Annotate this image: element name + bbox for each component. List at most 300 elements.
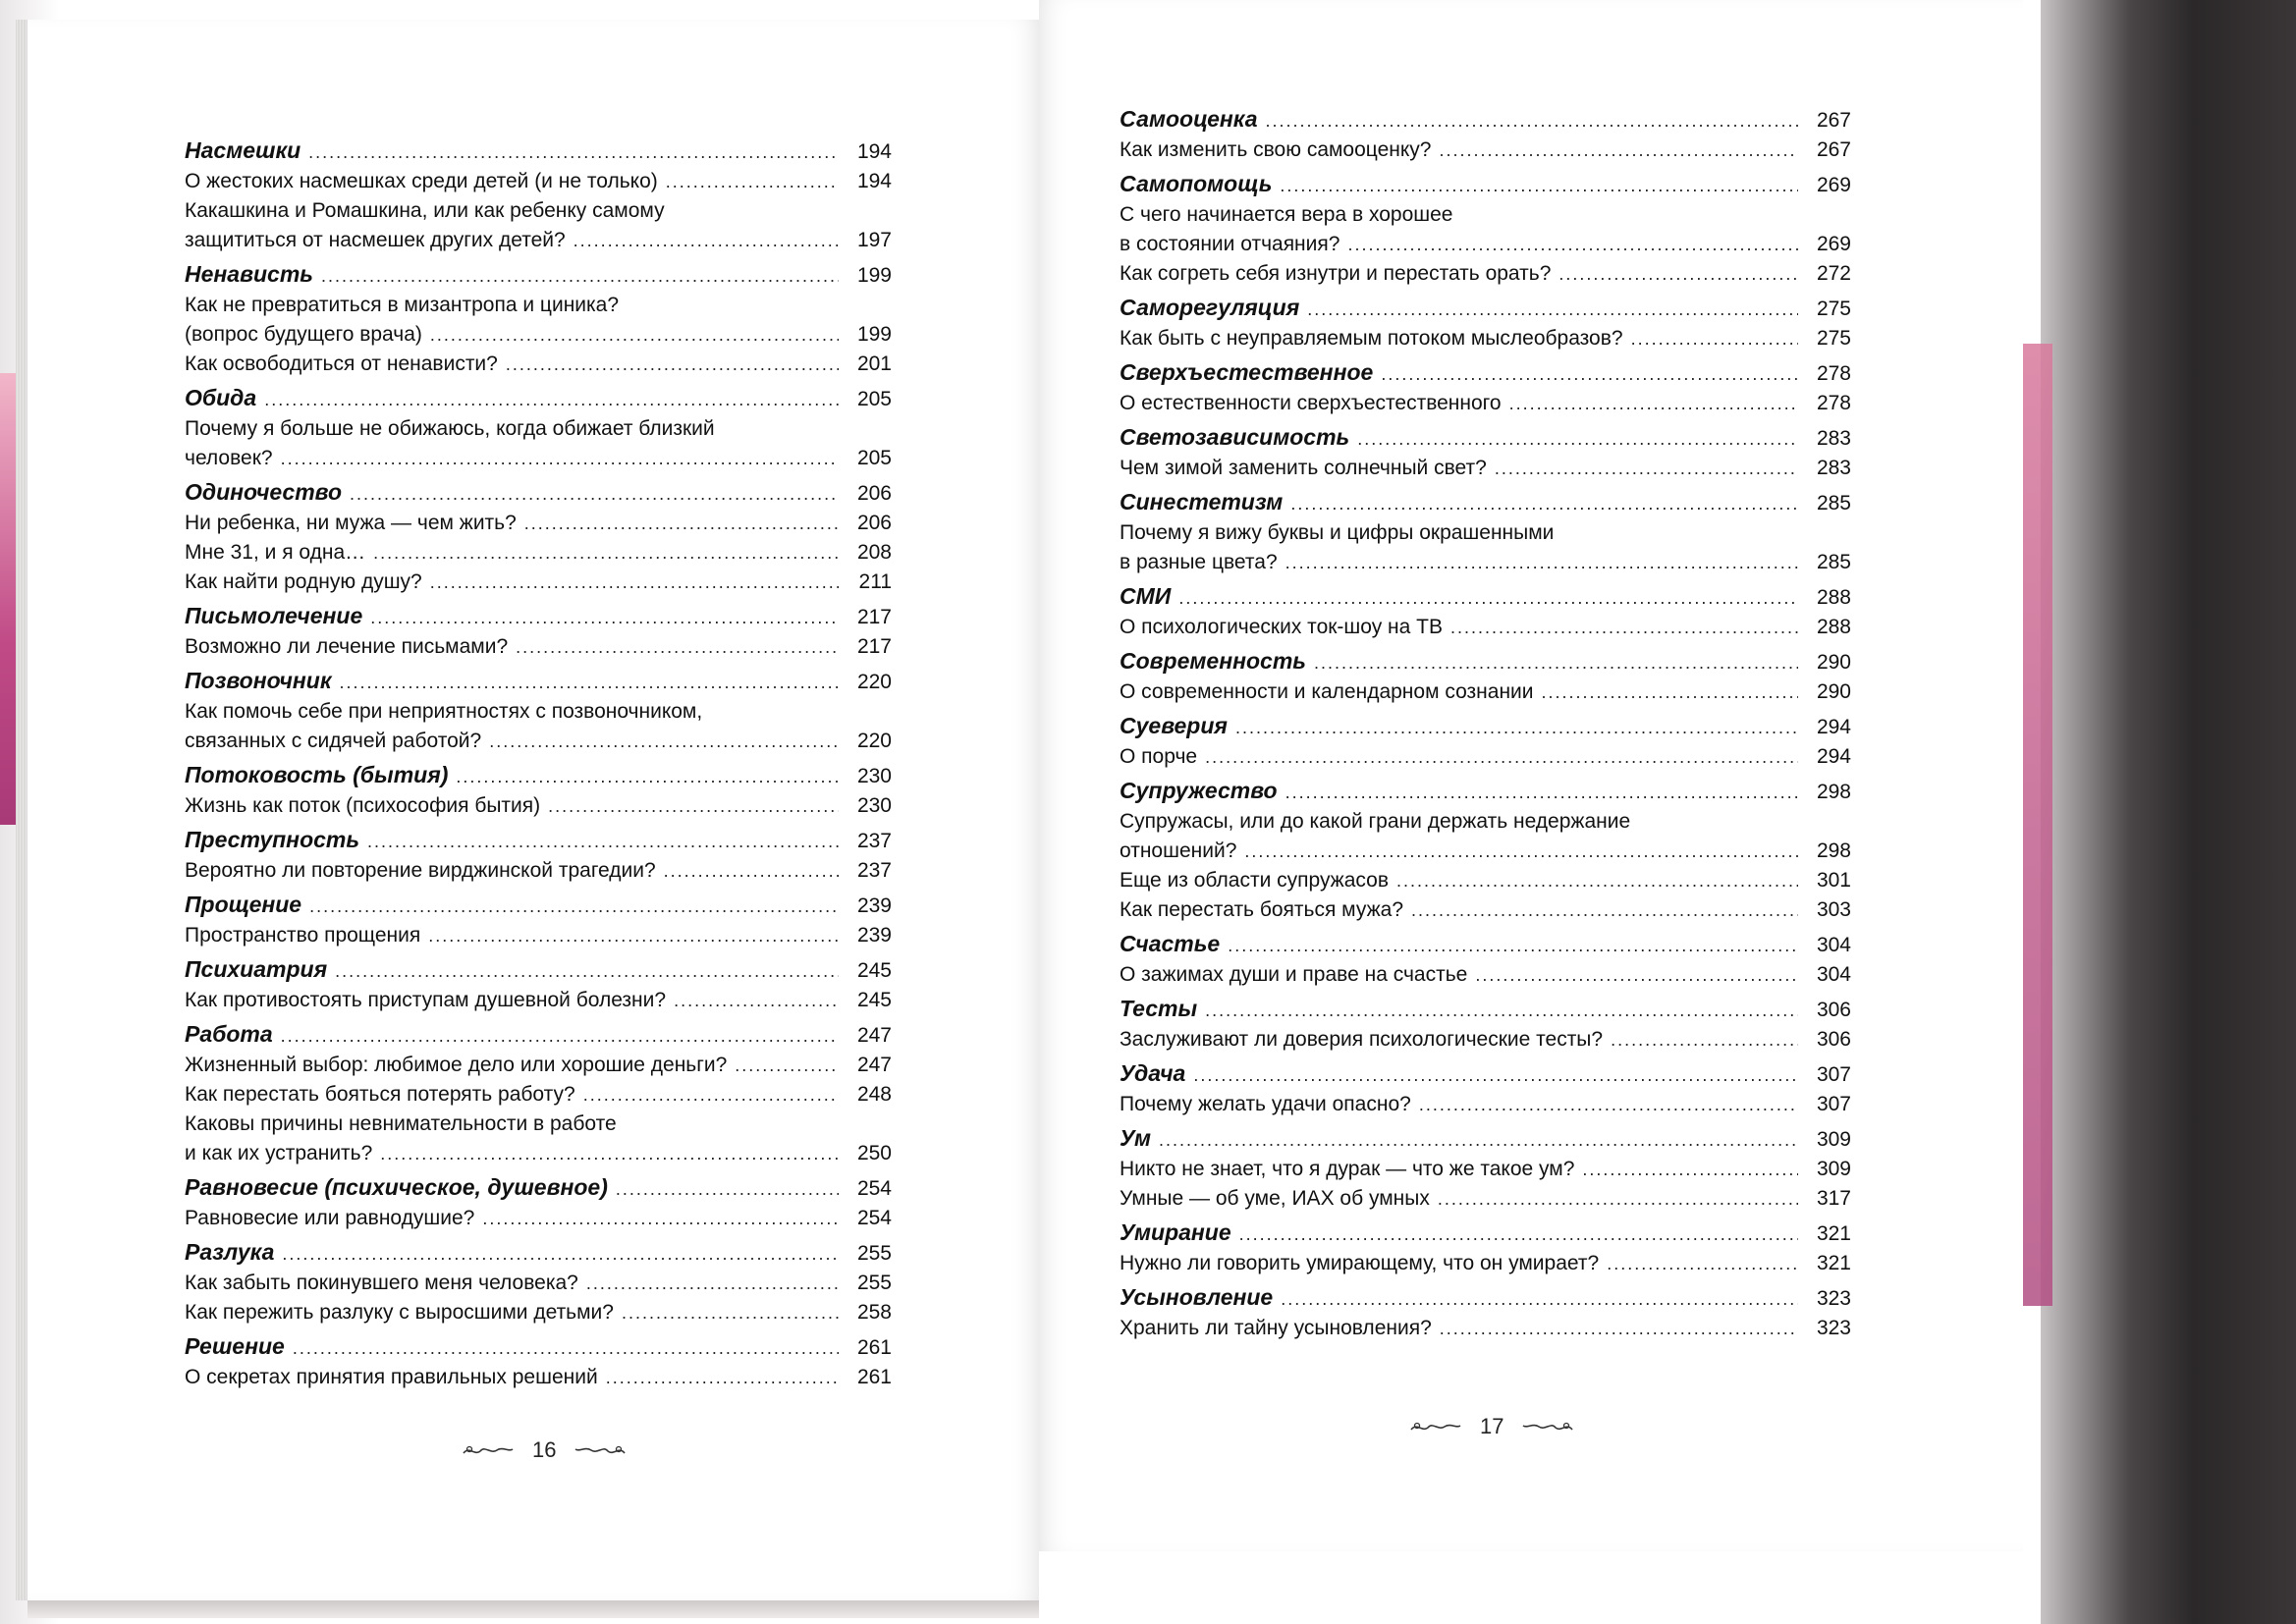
toc-entry xyxy=(185,1080,892,1110)
leader-dots xyxy=(1307,295,1798,324)
toc-entry-page: 208 xyxy=(856,541,892,564)
toc-section-heading xyxy=(185,383,892,414)
toc-section-heading xyxy=(185,135,892,167)
toc-entry-page: 298 xyxy=(1816,839,1851,862)
leader-dots xyxy=(1159,1125,1798,1155)
toc-entry-title: Умные — об уме, ИАХ об умных xyxy=(1120,1187,1430,1210)
toc-entry xyxy=(185,196,892,255)
toc-entry-page: 309 xyxy=(1816,1158,1851,1180)
leader-dots xyxy=(489,727,839,756)
toc-entry-page: 306 xyxy=(1816,999,1851,1021)
toc-entry xyxy=(185,1363,892,1392)
toc-entry-page: 283 xyxy=(1816,457,1851,479)
toc-entry-title: Заслуживают ли доверия психологические тесты? xyxy=(1120,1028,1604,1051)
toc-section-heading xyxy=(1120,711,1851,742)
toc-left-column xyxy=(185,132,892,1392)
toc-entry xyxy=(185,509,892,538)
toc-entry-page: 247 xyxy=(856,1024,892,1047)
toc-entry-title: О секретах принятия правильных решений xyxy=(185,1366,598,1388)
leader-dots xyxy=(370,603,839,632)
section-title: Синестетизм xyxy=(1120,489,1284,514)
toc-right-column xyxy=(1120,100,1851,1343)
toc-entry-page: 304 xyxy=(1816,934,1851,956)
toc-entry-title: Возможно ли лечение письмами? xyxy=(185,635,509,658)
toc-entry-title: О жестоких насмешках среди детей (и не только) xyxy=(185,170,658,192)
flourish-left-icon xyxy=(1409,1418,1462,1435)
toc-entry-page: 217 xyxy=(856,635,892,658)
leader-dots xyxy=(574,226,839,255)
leader-dots xyxy=(1280,171,1798,200)
toc-entry-title: Как забыть покинувшего меня человека? xyxy=(185,1272,578,1294)
toc-entry-page: 275 xyxy=(1816,327,1851,350)
leader-dots xyxy=(1439,135,1798,165)
section-title: СМИ xyxy=(1120,583,1172,609)
folio-text: 17 xyxy=(1480,1414,1504,1438)
toc-entry-page: 272 xyxy=(1816,262,1851,285)
toc-entry-title: Еще из области супружасов xyxy=(1120,869,1389,892)
toc-entry-page: 237 xyxy=(856,830,892,852)
leader-dots xyxy=(1239,1219,1798,1249)
section-title: Позвоночник xyxy=(185,668,332,693)
toc-entry-page: 304 xyxy=(1816,963,1851,986)
toc-entry xyxy=(185,1110,892,1168)
toc-entry-title: Равновесие или равнодушие? xyxy=(185,1207,475,1229)
toc-entry-page: 290 xyxy=(1816,680,1851,703)
toc-entry-title-line1: Как не превратиться в мизантропа и циника? xyxy=(185,294,620,316)
toc-entry-page: 201 xyxy=(856,352,892,375)
leader-dots xyxy=(1244,837,1798,866)
toc-entry-page: 194 xyxy=(856,170,892,192)
toc-entry-page: 248 xyxy=(856,1083,892,1106)
toc-entry xyxy=(185,1298,892,1327)
toc-entry-page: 317 xyxy=(1816,1187,1851,1210)
toc-entry-page: 278 xyxy=(1816,362,1851,385)
toc-entry-title: Как найти родную душу? xyxy=(185,570,422,593)
leader-dots xyxy=(1631,324,1798,353)
toc-entry xyxy=(1120,324,1851,353)
toc-section-heading xyxy=(1120,994,1851,1025)
toc-entry-page: 269 xyxy=(1816,233,1851,255)
toc-section-heading xyxy=(185,1237,892,1269)
toc-entry-page: 247 xyxy=(856,1054,892,1076)
toc-entry-page: 220 xyxy=(856,730,892,752)
leader-dots xyxy=(1235,713,1798,742)
toc-entry-page: 303 xyxy=(1816,898,1851,921)
toc-entry-title: защититься от насмешек других детей? xyxy=(185,229,566,251)
section-title: Психиатрия xyxy=(185,956,328,982)
toc-entry-title: в состоянии отчаяния? xyxy=(1120,233,1340,255)
leader-dots xyxy=(380,1139,839,1168)
toc-entry-page: 285 xyxy=(1816,492,1851,514)
leader-dots xyxy=(516,632,839,662)
toc-entry-page: 275 xyxy=(1816,298,1851,320)
leader-dots xyxy=(1265,106,1798,135)
section-title: Суеверия xyxy=(1120,713,1228,738)
toc-entry-page: 206 xyxy=(856,512,892,534)
toc-entry-page: 309 xyxy=(1816,1128,1851,1151)
toc-entry xyxy=(1120,200,1851,259)
leader-dots xyxy=(482,1204,839,1233)
toc-entry xyxy=(1120,1314,1851,1343)
toc-section-heading xyxy=(185,601,892,632)
leader-dots xyxy=(1381,359,1798,389)
leader-dots xyxy=(1205,996,1798,1025)
toc-entry-title: О современности и календарном сознании xyxy=(1120,680,1534,703)
toc-entry-title-line1: Почему я больше не обижаюсь, когда обижает близкий xyxy=(185,417,715,440)
leader-dots xyxy=(430,320,839,350)
toc-section-heading xyxy=(185,1019,892,1051)
toc-section-heading xyxy=(185,760,892,791)
toc-entry-page: 307 xyxy=(1816,1093,1851,1115)
leader-dots xyxy=(735,1051,839,1080)
toc-section-heading xyxy=(185,259,892,291)
toc-entry-title-line1: Каковы причины невнимательности в работе xyxy=(185,1112,617,1135)
leader-dots xyxy=(1509,389,1798,418)
flourish-left-icon xyxy=(462,1441,515,1459)
toc-entry xyxy=(185,1204,892,1233)
scanner-edge xyxy=(2041,0,2296,1624)
toc-entry xyxy=(1120,454,1851,483)
toc-entry-title: и как их устранить? xyxy=(185,1142,373,1164)
toc-entry-page: 194 xyxy=(856,140,892,163)
toc-entry xyxy=(185,856,892,886)
section-title: Самопомощь xyxy=(1120,171,1273,196)
toc-entry-title: О психологических ток-шоу на ТВ xyxy=(1120,616,1443,638)
toc-entry xyxy=(185,414,892,473)
toc-entry-page: 230 xyxy=(856,794,892,817)
toc-entry xyxy=(1120,807,1851,866)
toc-entry xyxy=(1120,742,1851,772)
toc-entry-page: 254 xyxy=(856,1207,892,1229)
toc-section-heading xyxy=(185,1331,892,1363)
toc-entry-page: 205 xyxy=(856,388,892,410)
cover-edge-right xyxy=(2023,344,2052,1306)
toc-entry-page: 294 xyxy=(1816,745,1851,768)
section-title: Разлука xyxy=(185,1239,275,1265)
leader-dots xyxy=(308,137,839,167)
leader-dots xyxy=(1285,548,1798,577)
leader-dots xyxy=(1347,230,1798,259)
toc-entry-page: 285 xyxy=(1816,551,1851,573)
toc-entry xyxy=(1120,866,1851,895)
section-title: Одиночество xyxy=(185,479,343,505)
leader-dots xyxy=(1281,1284,1798,1314)
toc-entry-page: 288 xyxy=(1816,616,1851,638)
toc-entry-page: 261 xyxy=(856,1366,892,1388)
leader-dots xyxy=(281,1021,839,1051)
section-title: Потоковость (бытия) xyxy=(185,762,449,787)
toc-entry xyxy=(1120,135,1851,165)
toc-entry-title: Как противостоять приступам душевной болезни? xyxy=(185,989,667,1011)
leader-dots xyxy=(367,827,839,856)
toc-entry-page: 301 xyxy=(1816,869,1851,892)
toc-section-heading xyxy=(185,1172,892,1204)
toc-entry-title: Пространство прощения xyxy=(185,924,421,947)
toc-entry-title: Почему желать удачи опасно? xyxy=(1120,1093,1411,1115)
toc-entry xyxy=(185,921,892,950)
toc-entry xyxy=(185,167,892,196)
page-number-right xyxy=(1409,1414,1574,1439)
leader-dots xyxy=(1205,742,1798,772)
toc-entry-page: 255 xyxy=(856,1272,892,1294)
section-title: Удача xyxy=(1120,1060,1186,1086)
toc-section-heading xyxy=(1120,422,1851,454)
toc-entry-title: (вопрос будущего врача) xyxy=(185,323,422,346)
section-title: Саморегуляция xyxy=(1120,295,1300,320)
toc-entry-title-line1: С чего начинается вера в хорошее xyxy=(1120,203,1453,226)
toc-entry-page: 294 xyxy=(1816,716,1851,738)
section-title: Обида xyxy=(185,385,257,410)
toc-entry-page: 267 xyxy=(1816,109,1851,132)
toc-entry-title: Как изменить свою самооценку? xyxy=(1120,138,1432,161)
toc-section-heading xyxy=(1120,776,1851,807)
toc-entry xyxy=(185,538,892,568)
toc-entry-title: Нужно ли говорить умирающему, что он умирает? xyxy=(1120,1252,1600,1274)
toc-entry-page: 199 xyxy=(856,264,892,287)
toc-entry-page: 255 xyxy=(856,1242,892,1265)
toc-section-heading xyxy=(1120,293,1851,324)
leader-dots xyxy=(1396,866,1798,895)
toc-entry-title: О зажимах души и праве на счастье xyxy=(1120,963,1468,986)
toc-entry-page: 278 xyxy=(1816,392,1851,414)
leader-dots xyxy=(321,261,839,291)
toc-entry-title: Мне 31, и я одна… xyxy=(185,541,366,564)
toc-entry xyxy=(185,791,892,821)
toc-section-heading xyxy=(1120,929,1851,960)
leader-dots xyxy=(1285,778,1798,807)
toc-entry xyxy=(1120,1090,1851,1119)
page-number-left xyxy=(462,1437,627,1463)
toc-entry-page: 323 xyxy=(1816,1287,1851,1310)
toc-section-heading xyxy=(1120,169,1851,200)
toc-section-heading xyxy=(185,825,892,856)
toc-entry-title: Жизнь как поток (психософия бытия) xyxy=(185,794,541,817)
toc-entry-page: 237 xyxy=(856,859,892,882)
toc-entry xyxy=(1120,1025,1851,1055)
leader-dots xyxy=(1228,931,1798,960)
toc-entry xyxy=(185,291,892,350)
toc-entry-page: 205 xyxy=(856,447,892,469)
toc-entry xyxy=(1120,1184,1851,1214)
toc-section-heading xyxy=(185,954,892,986)
toc-entry-page: 269 xyxy=(1816,174,1851,196)
leader-dots xyxy=(350,479,839,509)
section-title: Самооценка xyxy=(1120,106,1258,132)
toc-entry-page: 217 xyxy=(856,606,892,628)
toc-entry-page: 288 xyxy=(1816,586,1851,609)
toc-entry-title: Хранить ли тайну усыновления? xyxy=(1120,1317,1432,1339)
toc-section-heading xyxy=(185,890,892,921)
toc-entry xyxy=(185,986,892,1015)
leader-dots xyxy=(1438,1184,1798,1214)
toc-entry-page: 245 xyxy=(856,959,892,982)
toc-section-heading xyxy=(1120,1218,1851,1249)
leader-dots xyxy=(1542,677,1799,707)
leader-dots xyxy=(583,1080,839,1110)
leader-dots xyxy=(373,538,839,568)
toc-entry-title: Как пережить разлуку с выросшими детьми? xyxy=(185,1301,614,1324)
toc-entry-title: в разные цвета? xyxy=(1120,551,1278,573)
toc-entry-page: 239 xyxy=(856,924,892,947)
toc-entry xyxy=(1120,677,1851,707)
toc-entry-title: Как быть с неуправляемым потоком мыслеобразов? xyxy=(1120,327,1623,350)
toc-entry xyxy=(1120,1249,1851,1278)
toc-entry xyxy=(1120,389,1851,418)
leader-dots xyxy=(548,791,839,821)
leader-dots xyxy=(1419,1090,1798,1119)
section-title: Равновесие (психическое, душевное) xyxy=(185,1174,608,1200)
toc-entry-page: 283 xyxy=(1816,427,1851,450)
leader-dots xyxy=(1558,259,1798,289)
toc-entry-title: Ни ребенка, ни мужа — чем жить? xyxy=(185,512,517,534)
toc-entry-title-line1: Почему я вижу буквы и цифры окрашенными xyxy=(1120,521,1555,544)
toc-entry-page: 321 xyxy=(1816,1252,1851,1274)
leader-dots xyxy=(282,1239,839,1269)
toc-section-heading xyxy=(185,477,892,509)
section-title: Ненависть xyxy=(185,261,313,287)
section-title: Преступность xyxy=(185,827,360,852)
leader-dots xyxy=(340,668,840,697)
toc-entry-title: Как перестать бояться потерять работу? xyxy=(185,1083,575,1106)
leader-dots xyxy=(335,956,839,986)
toc-entry xyxy=(185,697,892,756)
leader-dots xyxy=(506,350,839,379)
toc-entry-page: 211 xyxy=(858,570,892,593)
section-title: Ум xyxy=(1120,1125,1152,1151)
leader-dots xyxy=(1611,1025,1798,1055)
section-title: Усыновление xyxy=(1120,1284,1274,1310)
toc-entry xyxy=(1120,613,1851,642)
section-title: Сверхъестественное xyxy=(1120,359,1374,385)
section-title: Решение xyxy=(185,1333,285,1359)
leader-dots xyxy=(622,1298,839,1327)
toc-entry-title: Как освободиться от ненависти? xyxy=(185,352,498,375)
toc-entry-page: 261 xyxy=(856,1336,892,1359)
toc-entry-title: Вероятно ли повторение вирджинской трагедии? xyxy=(185,859,656,882)
leader-dots xyxy=(1582,1155,1798,1184)
toc-section-heading xyxy=(1120,487,1851,518)
leader-dots xyxy=(309,892,839,921)
leader-dots xyxy=(1178,583,1798,613)
section-title: Счастье xyxy=(1120,931,1221,956)
toc-entry-title: Как согреть себя изнутри и перестать орать? xyxy=(1120,262,1552,285)
toc-entry-page: 250 xyxy=(856,1142,892,1164)
toc-entry-title: Как перестать бояться мужа? xyxy=(1120,898,1403,921)
toc-entry xyxy=(185,632,892,662)
toc-section-heading xyxy=(1120,1282,1851,1314)
toc-entry-page: 206 xyxy=(856,482,892,505)
section-title: Светозависимость xyxy=(1120,424,1350,450)
leader-dots xyxy=(606,1363,839,1392)
toc-entry xyxy=(185,350,892,379)
leader-dots xyxy=(1314,648,1798,677)
section-title: Современность xyxy=(1120,648,1306,674)
toc-entry xyxy=(1120,1155,1851,1184)
leader-dots xyxy=(264,385,839,414)
toc-entry-page: 290 xyxy=(1816,651,1851,674)
leader-dots xyxy=(281,444,839,473)
leader-dots xyxy=(1290,489,1798,518)
toc-entry-title: Никто не знает, что я дурак — что же такое ум? xyxy=(1120,1158,1575,1180)
toc-entry-title-line1: Как помочь себе при неприятностях с позвоночником, xyxy=(185,700,703,723)
leader-dots xyxy=(1193,1060,1798,1090)
toc-entry xyxy=(185,1051,892,1080)
leader-dots xyxy=(664,856,839,886)
leader-dots xyxy=(1357,424,1798,454)
folio-text: 16 xyxy=(532,1437,557,1462)
toc-section-heading xyxy=(1120,1058,1851,1090)
toc-entry xyxy=(1120,960,1851,990)
leader-dots xyxy=(456,762,839,791)
flourish-right-icon xyxy=(1521,1418,1574,1435)
toc-entry-page: 239 xyxy=(856,894,892,917)
toc-entry-title: О естественности сверхъестественного xyxy=(1120,392,1502,414)
leader-dots xyxy=(1495,454,1798,483)
leader-dots xyxy=(586,1269,839,1298)
toc-entry-title: отношений? xyxy=(1120,839,1237,862)
toc-entry-title: О порче xyxy=(1120,745,1198,768)
toc-entry xyxy=(1120,259,1851,289)
toc-entry-page: 258 xyxy=(856,1301,892,1324)
section-title: Работа xyxy=(185,1021,273,1047)
toc-entry xyxy=(185,568,892,597)
toc-section-heading xyxy=(185,666,892,697)
toc-entry xyxy=(185,1269,892,1298)
flourish-right-icon xyxy=(574,1441,627,1459)
toc-entry-title: Жизненный выбор: любимое дело или хорошие деньги? xyxy=(185,1054,728,1076)
leader-dots xyxy=(674,986,839,1015)
toc-entry-title-line1: Супружасы, или до какой грани держать недержание xyxy=(1120,810,1631,833)
toc-entry-page: 230 xyxy=(856,765,892,787)
toc-section-heading xyxy=(1120,1123,1851,1155)
section-title: Письмолечение xyxy=(185,603,363,628)
toc-entry-page: 245 xyxy=(856,989,892,1011)
toc-entry-title: человек? xyxy=(185,447,273,469)
toc-entry-page: 306 xyxy=(1816,1028,1851,1051)
section-title: Тесты xyxy=(1120,996,1198,1021)
toc-entry-page: 298 xyxy=(1816,781,1851,803)
toc-entry-page: 321 xyxy=(1816,1222,1851,1245)
toc-section-heading xyxy=(1120,581,1851,613)
section-title: Супружество xyxy=(1120,778,1278,803)
section-title: Насмешки xyxy=(185,137,301,163)
toc-section-heading xyxy=(1120,104,1851,135)
toc-entry xyxy=(1120,518,1851,577)
toc-entry-page: 323 xyxy=(1816,1317,1851,1339)
toc-entry-page: 267 xyxy=(1816,138,1851,161)
leader-dots xyxy=(293,1333,839,1363)
leader-dots xyxy=(616,1174,839,1204)
toc-entry-title: связанных с сидячей работой? xyxy=(185,730,482,752)
toc-section-heading xyxy=(1120,357,1851,389)
leader-dots xyxy=(1607,1249,1798,1278)
leader-dots xyxy=(1440,1314,1798,1343)
leader-dots xyxy=(524,509,839,538)
toc-section-heading xyxy=(1120,646,1851,677)
leader-dots xyxy=(1411,895,1798,925)
leader-dots xyxy=(428,921,839,950)
toc-entry-page: 220 xyxy=(856,671,892,693)
toc-entry-page: 197 xyxy=(856,229,892,251)
toc-entry-page: 254 xyxy=(856,1177,892,1200)
section-title: Умирание xyxy=(1120,1219,1231,1245)
toc-entry-title: Чем зимой заменить солнечный свет? xyxy=(1120,457,1487,479)
leader-dots xyxy=(430,568,839,597)
leader-dots xyxy=(1475,960,1798,990)
leader-dots xyxy=(1450,613,1798,642)
toc-entry-page: 199 xyxy=(856,323,892,346)
leader-dots xyxy=(666,167,839,196)
